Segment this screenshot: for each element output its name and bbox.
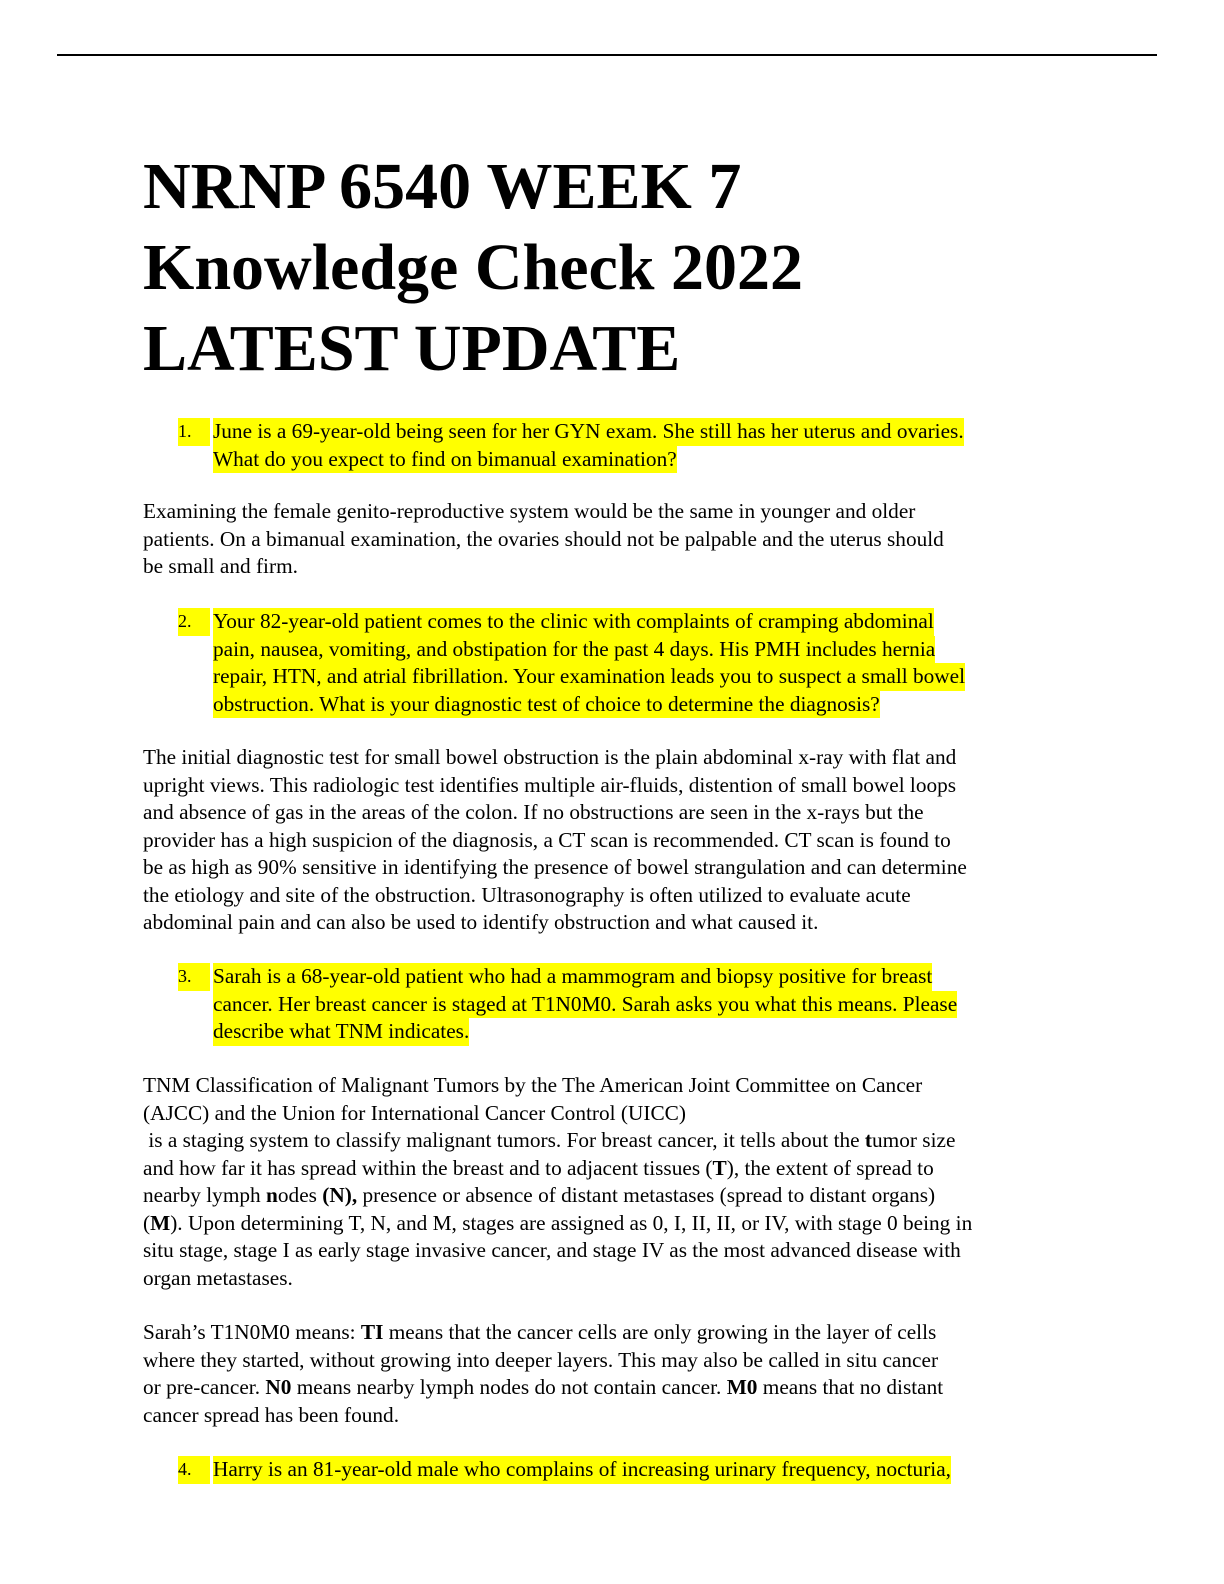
answer-line: Examining the female genito-reproductive system would be the same in younger and older <box>143 499 916 523</box>
bold-term: N0 <box>265 1375 292 1399</box>
title-line-3: LATEST UPDATE <box>143 312 681 385</box>
text-run: means that no distant <box>757 1375 944 1399</box>
question-number: 2. <box>178 608 210 636</box>
text-run: umor size <box>872 1128 956 1152</box>
answer-line <box>143 1155 1103 1183</box>
text-run: nearby lymph <box>143 1183 267 1207</box>
text-run: and how far it has spread within the breast and to adjacent tissues ( <box>143 1155 713 1180</box>
question-4 <box>178 1456 1078 1484</box>
text-run: odes <box>277 1183 323 1207</box>
question-line: Sarah is a 68-year-old patient who had a mammogram and biopsy positive for breast <box>213 963 932 991</box>
bold-term: TI <box>360 1320 384 1344</box>
question-1 <box>178 418 1078 473</box>
text-run: means that the cancer cells are only growing in the layer of cells <box>383 1320 937 1344</box>
bold-term: t <box>864 1128 873 1152</box>
text-run: is a staging system to classify malignant tumors. For breast cancer, it tells about the <box>143 1128 865 1152</box>
text-run: means nearby lymph nodes do not contain cancer. <box>291 1375 727 1399</box>
answer-line <box>143 1319 1103 1347</box>
question-2 <box>178 608 1078 718</box>
question-text <box>213 963 1078 1046</box>
bold-term: M0 <box>726 1375 758 1399</box>
answer-1 <box>143 498 1103 581</box>
text-run: presence or absence of distant metastases (spread to distant organs) <box>357 1183 936 1207</box>
answer-line <box>143 1210 1103 1238</box>
question-line: repair, HTN, and atrial fibrillation. Your examination leads you to suspect a small bowel <box>213 663 965 691</box>
question-line: pain, nausea, vomiting, and obstipation for the past 4 days. His PMH includes hernia <box>213 636 935 664</box>
answer-2 <box>143 744 1103 937</box>
answer-line: patients. On a bimanual examination, the ovaries should not be palpable and the uterus should <box>143 526 944 551</box>
answer-3-tnm-explanation <box>143 1072 1103 1292</box>
question-number: 1. <box>178 418 210 446</box>
question-text <box>213 418 1078 473</box>
answer-3-sarah-staging <box>143 1319 1103 1429</box>
bold-term: n <box>266 1183 278 1207</box>
answer-line <box>143 1374 1103 1402</box>
answer-line: The initial diagnostic test for small bowel obstruction is the plain abdominal x-ray with flat and <box>143 745 957 769</box>
question-line: Harry is an 81-year-old male who complains of increasing urinary frequency, nocturia, <box>213 1456 951 1484</box>
question-line: What do you expect to find on bimanual examination? <box>213 446 677 474</box>
bold-term: (N), <box>322 1183 358 1207</box>
answer-line: be as high as 90% sensitive in identifying the presence of bowel strangulation and can determine <box>143 855 967 879</box>
question-line: June is a 69-year-old being seen for her GYN exam. She still has her uterus and ovaries. <box>213 418 964 446</box>
answer-line: the etiology and site of the obstruction. Ultrasonography is often utilized to evaluate acute <box>143 882 911 907</box>
answer-line <box>143 1127 1103 1155</box>
text-run: ). Upon determining T, N, and M, stages are assigned as 0, I, II, II, or IV, with stage 0 being in <box>170 1210 973 1235</box>
question-text <box>213 1456 1078 1484</box>
question-text <box>213 608 1078 718</box>
answer-line: cancer spread has been found. <box>143 1402 400 1427</box>
answer-line: situ stage, stage I as early stage invasive cancer, and stage IV as the most advanced disease with <box>143 1238 961 1262</box>
answer-line: be small and firm. <box>143 554 298 578</box>
question-line: cancer. Her breast cancer is staged at T1N0M0. Sarah asks you what this means. Please <box>213 991 957 1019</box>
text-run: or pre-cancer. <box>143 1375 266 1399</box>
answer-line: TNM Classification of Malignant Tumors by the The American Joint Committee on Cancer <box>143 1073 923 1097</box>
question-line: describe what TNM indicates. <box>213 1018 469 1046</box>
text-run: ( <box>143 1210 151 1235</box>
text-run: Sarah’s T1N0M0 means: <box>143 1320 361 1344</box>
bold-term: M <box>150 1210 171 1235</box>
question-line: Your 82-year-old patient comes to the clinic with complaints of cramping abdominal <box>213 608 934 636</box>
question-line: obstruction. What is your diagnostic test of choice to determine the diagnosis? <box>213 691 880 719</box>
question-3 <box>178 963 1078 1046</box>
answer-line: upright views. This radiologic test identifies multiple air-fluids, distention of small bowel loops <box>143 772 957 797</box>
top-horizontal-rule <box>57 54 1157 56</box>
answer-line: organ metastases. <box>143 1265 293 1290</box>
bold-term: T <box>712 1155 727 1180</box>
answer-line: where they started, without growing into deeper layers. This may also be called in situ cancer <box>143 1347 939 1372</box>
document-title <box>143 146 1143 389</box>
answer-line: provider has a high suspicion of the diagnosis, a CT scan is recommended. CT scan is found to <box>143 827 951 852</box>
answer-line: (AJCC) and the Union for International Cancer Control (UICC) <box>143 1100 686 1125</box>
title-line-1: NRNP 6540 WEEK 7 <box>143 150 742 223</box>
title-line-2: Knowledge Check 2022 <box>143 231 803 304</box>
answer-line: abdominal pain and can also be used to identify obstruction and what caused it. <box>143 910 819 934</box>
question-number: 3. <box>178 963 210 991</box>
question-number: 4. <box>178 1456 210 1484</box>
text-run: ), the extent of spread to <box>726 1155 934 1180</box>
answer-line: and absence of gas in the areas of the colon. If no obstructions are seen in the x-rays but the <box>143 800 924 824</box>
answer-line <box>143 1182 1103 1210</box>
